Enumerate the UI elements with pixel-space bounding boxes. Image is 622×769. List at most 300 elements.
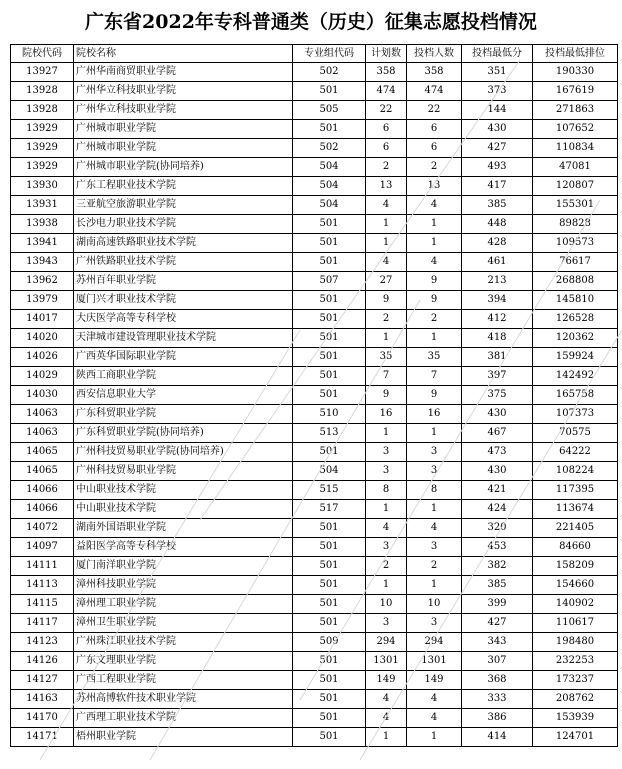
- cell-school-name: 湖南外国语职业学院: [74, 519, 293, 538]
- cell-admitted-count: 3: [407, 462, 462, 481]
- cell-school-code: 14123: [11, 633, 74, 652]
- cell-group-code: 501: [293, 329, 366, 348]
- cell-plan-count: 9: [366, 291, 407, 310]
- cell-min-score: 430: [462, 462, 533, 481]
- cell-group-code: 501: [293, 120, 366, 139]
- cell-group-code: 501: [293, 310, 366, 329]
- cell-group-code: 501: [293, 215, 366, 234]
- cell-plan-count: 2: [366, 158, 407, 177]
- table-row: [11, 101, 618, 120]
- cell-school-name: 广州华立科技职业学院: [74, 101, 293, 120]
- table-row: [11, 709, 618, 728]
- cell-school-name: 西安信息职业大学: [74, 386, 293, 405]
- cell-admitted-count: 1: [407, 576, 462, 595]
- cell-school-code: 13927: [11, 63, 74, 82]
- header-school-name: 院校名称: [74, 45, 293, 63]
- table-row: [11, 139, 618, 158]
- cell-plan-count: 10: [366, 595, 407, 614]
- cell-admitted-count: 3: [407, 538, 462, 557]
- cell-admitted-count: 3: [407, 443, 462, 462]
- cell-school-name: 天津城市建设管理职业技术学院: [74, 329, 293, 348]
- cell-school-name: 广西理工职业技术学院: [74, 709, 293, 728]
- cell-school-code: 14115: [11, 595, 74, 614]
- cell-min-score: 213: [462, 272, 533, 291]
- cell-group-code: 501: [293, 728, 366, 747]
- cell-plan-count: 35: [366, 348, 407, 367]
- cell-admitted-count: 8: [407, 481, 462, 500]
- cell-school-name: 广州城市职业学院: [74, 139, 293, 158]
- cell-school-name: 广州城市职业学院: [74, 120, 293, 139]
- table-row: [11, 329, 618, 348]
- cell-min-score: 320: [462, 519, 533, 538]
- cell-min-rank: 107373: [533, 405, 618, 424]
- table-row: [11, 234, 618, 253]
- cell-plan-count: 1: [366, 424, 407, 443]
- cell-min-rank: 70575: [533, 424, 618, 443]
- cell-min-rank: 142492: [533, 367, 618, 386]
- cell-min-score: 375: [462, 386, 533, 405]
- cell-school-code: 14030: [11, 386, 74, 405]
- cell-admitted-count: 10: [407, 595, 462, 614]
- table-row: [11, 462, 618, 481]
- cell-admitted-count: 9: [407, 386, 462, 405]
- table-row: [11, 348, 618, 367]
- cell-plan-count: 6: [366, 139, 407, 158]
- cell-min-rank: 153939: [533, 709, 618, 728]
- cell-min-score: 461: [462, 253, 533, 272]
- cell-group-code: 501: [293, 538, 366, 557]
- cell-school-name: 广东科贸职业学院(协同培养): [74, 424, 293, 443]
- cell-school-name: 梧州职业学院: [74, 728, 293, 747]
- table-row: [11, 386, 618, 405]
- table-header: [11, 45, 618, 63]
- admission-table: [10, 44, 618, 747]
- cell-min-score: 399: [462, 595, 533, 614]
- cell-min-score: 385: [462, 576, 533, 595]
- cell-plan-count: 22: [366, 101, 407, 120]
- cell-admitted-count: 4: [407, 690, 462, 709]
- cell-school-code: 14026: [11, 348, 74, 367]
- table-row: [11, 443, 618, 462]
- cell-min-rank: 108224: [533, 462, 618, 481]
- cell-school-code: 13929: [11, 139, 74, 158]
- cell-plan-count: 3: [366, 462, 407, 481]
- table-row: [11, 291, 618, 310]
- cell-min-score: 417: [462, 177, 533, 196]
- table-body: [11, 63, 618, 747]
- cell-plan-count: 1301: [366, 652, 407, 671]
- cell-min-rank: 145810: [533, 291, 618, 310]
- cell-admitted-count: 1: [407, 234, 462, 253]
- cell-min-score: 421: [462, 481, 533, 500]
- cell-plan-count: 3: [366, 443, 407, 462]
- table-row: [11, 671, 618, 690]
- cell-school-code: 14017: [11, 310, 74, 329]
- cell-school-code: 13930: [11, 177, 74, 196]
- table-row: [11, 595, 618, 614]
- cell-min-rank: 208762: [533, 690, 618, 709]
- cell-school-name: 广州科技贸易职业学院(协同培养): [74, 443, 293, 462]
- cell-school-code: 14072: [11, 519, 74, 538]
- cell-school-code: 14066: [11, 500, 74, 519]
- cell-min-rank: 109573: [533, 234, 618, 253]
- cell-min-score: 343: [462, 633, 533, 652]
- table-row: [11, 728, 618, 747]
- cell-min-score: 382: [462, 557, 533, 576]
- cell-min-score: 418: [462, 329, 533, 348]
- cell-min-rank: 232253: [533, 652, 618, 671]
- cell-school-name: 漳州卫生职业学院: [74, 614, 293, 633]
- cell-school-code: 13929: [11, 158, 74, 177]
- cell-min-score: 144: [462, 101, 533, 120]
- cell-min-score: 333: [462, 690, 533, 709]
- cell-school-code: 14170: [11, 709, 74, 728]
- cell-school-code: 13943: [11, 253, 74, 272]
- cell-school-name: 苏州百年职业学院: [74, 272, 293, 291]
- cell-plan-count: 1: [366, 576, 407, 595]
- cell-plan-count: 4: [366, 519, 407, 538]
- table-row: [11, 652, 618, 671]
- cell-school-code: 14097: [11, 538, 74, 557]
- cell-admitted-count: 4: [407, 196, 462, 215]
- cell-school-name: 湖南高速铁路职业技术学院: [74, 234, 293, 253]
- cell-plan-count: 2: [366, 557, 407, 576]
- table-row: [11, 405, 618, 424]
- cell-group-code: 501: [293, 253, 366, 272]
- cell-admitted-count: 1: [407, 424, 462, 443]
- cell-min-score: 473: [462, 443, 533, 462]
- cell-group-code: 501: [293, 234, 366, 253]
- header-group-code: 专业组代码: [293, 45, 366, 63]
- cell-min-score: 368: [462, 671, 533, 690]
- cell-school-code: 13928: [11, 101, 74, 120]
- cell-group-code: 501: [293, 595, 366, 614]
- cell-min-rank: 190330: [533, 63, 618, 82]
- cell-school-code: 14111: [11, 557, 74, 576]
- cell-min-rank: 107652: [533, 120, 618, 139]
- cell-min-score: 412: [462, 310, 533, 329]
- table-row: [11, 63, 618, 82]
- table-row: [11, 253, 618, 272]
- cell-admitted-count: 149: [407, 671, 462, 690]
- table-row: [11, 177, 618, 196]
- cell-plan-count: 4: [366, 196, 407, 215]
- cell-group-code: 504: [293, 196, 366, 215]
- header-row: [11, 45, 618, 63]
- table-row: [11, 82, 618, 101]
- cell-min-score: 385: [462, 196, 533, 215]
- cell-school-name: 三亚航空旅游职业学院: [74, 196, 293, 215]
- cell-plan-count: 1: [366, 234, 407, 253]
- header-min-rank: 投档最低排位: [533, 45, 618, 63]
- cell-min-rank: 268808: [533, 272, 618, 291]
- cell-group-code: 501: [293, 519, 366, 538]
- table-row: [11, 614, 618, 633]
- cell-min-rank: 124701: [533, 728, 618, 747]
- cell-min-rank: 167619: [533, 82, 618, 101]
- cell-school-name: 漳州科技职业学院: [74, 576, 293, 595]
- table-row: [11, 557, 618, 576]
- cell-plan-count: 13: [366, 177, 407, 196]
- cell-min-rank: 64222: [533, 443, 618, 462]
- cell-school-code: 14065: [11, 462, 74, 481]
- cell-min-score: 427: [462, 139, 533, 158]
- cell-group-code: 505: [293, 101, 366, 120]
- cell-school-code: 14117: [11, 614, 74, 633]
- cell-min-rank: 198480: [533, 633, 618, 652]
- cell-group-code: 501: [293, 652, 366, 671]
- cell-group-code: 502: [293, 63, 366, 82]
- cell-school-name: 广西工程职业学院: [74, 671, 293, 690]
- cell-group-code: 501: [293, 557, 366, 576]
- cell-school-name: 广东科贸职业学院: [74, 405, 293, 424]
- cell-min-rank: 154660: [533, 576, 618, 595]
- cell-school-name: 广州华南商贸职业学院: [74, 63, 293, 82]
- cell-min-rank: 271863: [533, 101, 618, 120]
- cell-min-rank: 165758: [533, 386, 618, 405]
- cell-admitted-count: 1301: [407, 652, 462, 671]
- cell-min-rank: 140902: [533, 595, 618, 614]
- cell-admitted-count: 2: [407, 557, 462, 576]
- cell-school-name: 苏州高博软件技术职业学院: [74, 690, 293, 709]
- table-row: [11, 310, 618, 329]
- cell-min-rank: 120807: [533, 177, 618, 196]
- cell-admitted-count: 22: [407, 101, 462, 120]
- cell-school-name: 广东工程职业技术学院: [74, 177, 293, 196]
- cell-admitted-count: 4: [407, 253, 462, 272]
- cell-min-rank: 173237: [533, 671, 618, 690]
- cell-plan-count: 149: [366, 671, 407, 690]
- cell-school-code: 13931: [11, 196, 74, 215]
- cell-plan-count: 1: [366, 329, 407, 348]
- cell-group-code: 504: [293, 158, 366, 177]
- cell-plan-count: 1: [366, 500, 407, 519]
- cell-min-rank: 47081: [533, 158, 618, 177]
- cell-admitted-count: 16: [407, 405, 462, 424]
- table-row: [11, 500, 618, 519]
- document-title: 广东省2022年专科普通类（历史）征集志愿投档情况: [85, 11, 537, 33]
- cell-admitted-count: 2: [407, 310, 462, 329]
- cell-school-code: 13928: [11, 82, 74, 101]
- cell-min-score: 453: [462, 538, 533, 557]
- cell-group-code: 501: [293, 348, 366, 367]
- cell-min-rank: 89828: [533, 215, 618, 234]
- cell-plan-count: 4: [366, 690, 407, 709]
- cell-school-code: 14020: [11, 329, 74, 348]
- cell-school-code: 13929: [11, 120, 74, 139]
- cell-min-score: 424: [462, 500, 533, 519]
- cell-school-name: 长沙电力职业技术学院: [74, 215, 293, 234]
- cell-group-code: 501: [293, 367, 366, 386]
- cell-school-code: 14063: [11, 424, 74, 443]
- cell-school-name: 广州城市职业学院(协同培养): [74, 158, 293, 177]
- cell-admitted-count: 1: [407, 728, 462, 747]
- cell-school-code: 13938: [11, 215, 74, 234]
- cell-school-code: 14029: [11, 367, 74, 386]
- header-min-score: 投档最低分: [462, 45, 533, 63]
- cell-min-score: 394: [462, 291, 533, 310]
- cell-school-code: 14063: [11, 405, 74, 424]
- table-row: [11, 158, 618, 177]
- table-row: [11, 196, 618, 215]
- cell-min-rank: 158209: [533, 557, 618, 576]
- cell-group-code: 507: [293, 272, 366, 291]
- cell-school-code: 13979: [11, 291, 74, 310]
- cell-school-code: 14065: [11, 443, 74, 462]
- cell-admitted-count: 4: [407, 519, 462, 538]
- cell-admitted-count: 1: [407, 329, 462, 348]
- cell-school-name: 广州铁路职业技术学院: [74, 253, 293, 272]
- cell-admitted-count: 6: [407, 139, 462, 158]
- cell-school-name: 广东文理职业学院: [74, 652, 293, 671]
- cell-min-score: 307: [462, 652, 533, 671]
- cell-admitted-count: 474: [407, 82, 462, 101]
- cell-school-name: 中山职业技术学院: [74, 481, 293, 500]
- cell-min-rank: 113674: [533, 500, 618, 519]
- cell-min-score: 430: [462, 405, 533, 424]
- cell-group-code: 501: [293, 671, 366, 690]
- cell-min-rank: 84660: [533, 538, 618, 557]
- cell-school-name: 广州科技贸易职业学院: [74, 462, 293, 481]
- cell-plan-count: 27: [366, 272, 407, 291]
- cell-min-score: 381: [462, 348, 533, 367]
- header-school-code: 院校代码: [11, 45, 74, 63]
- cell-plan-count: 4: [366, 253, 407, 272]
- cell-plan-count: 358: [366, 63, 407, 82]
- cell-group-code: 513: [293, 424, 366, 443]
- cell-school-name: 广州珠江职业技术学院: [74, 633, 293, 652]
- cell-admitted-count: 4: [407, 709, 462, 728]
- cell-min-rank: 126528: [533, 310, 618, 329]
- cell-min-score: 386: [462, 709, 533, 728]
- cell-plan-count: 3: [366, 538, 407, 557]
- cell-school-code: 14126: [11, 652, 74, 671]
- cell-plan-count: 7: [366, 367, 407, 386]
- table-row: [11, 690, 618, 709]
- cell-min-score: 351: [462, 63, 533, 82]
- cell-school-code: 14113: [11, 576, 74, 595]
- cell-school-code: 13941: [11, 234, 74, 253]
- cell-group-code: 504: [293, 177, 366, 196]
- cell-group-code: 502: [293, 139, 366, 158]
- table-row: [11, 538, 618, 557]
- cell-min-rank: 117395: [533, 481, 618, 500]
- cell-plan-count: 1: [366, 728, 407, 747]
- cell-group-code: 501: [293, 690, 366, 709]
- cell-school-name: 益阳医学高等专科学校: [74, 538, 293, 557]
- cell-admitted-count: 35: [407, 348, 462, 367]
- cell-school-name: 漳州理工职业学院: [74, 595, 293, 614]
- header-admitted-count: 投档人数: [407, 45, 462, 63]
- cell-group-code: 501: [293, 614, 366, 633]
- cell-plan-count: 2: [366, 310, 407, 329]
- table-row: [11, 576, 618, 595]
- cell-min-score: 467: [462, 424, 533, 443]
- cell-admitted-count: 1: [407, 215, 462, 234]
- cell-school-code: 14171: [11, 728, 74, 747]
- cell-min-score: 414: [462, 728, 533, 747]
- cell-plan-count: 474: [366, 82, 407, 101]
- table-row: [11, 424, 618, 443]
- cell-min-score: 397: [462, 367, 533, 386]
- cell-plan-count: 1: [366, 215, 407, 234]
- cell-admitted-count: 1: [407, 500, 462, 519]
- cell-min-rank: 159924: [533, 348, 618, 367]
- cell-min-score: 373: [462, 82, 533, 101]
- cell-admitted-count: 294: [407, 633, 462, 652]
- cell-school-name: 厦门兴才职业技术学院: [74, 291, 293, 310]
- cell-school-code: 13962: [11, 272, 74, 291]
- cell-min-score: 430: [462, 120, 533, 139]
- cell-min-rank: 221405: [533, 519, 618, 538]
- cell-group-code: 501: [293, 443, 366, 462]
- table-row: [11, 633, 618, 652]
- cell-school-name: 厦门南洋职业学院: [74, 557, 293, 576]
- cell-plan-count: 4: [366, 709, 407, 728]
- cell-admitted-count: 9: [407, 272, 462, 291]
- cell-group-code: 504: [293, 462, 366, 481]
- cell-school-code: 14127: [11, 671, 74, 690]
- header-plan-count: 计划数: [366, 45, 407, 63]
- cell-group-code: 501: [293, 576, 366, 595]
- cell-min-rank: 120362: [533, 329, 618, 348]
- cell-school-name: 广州华立科技职业学院: [74, 82, 293, 101]
- cell-admitted-count: 9: [407, 291, 462, 310]
- cell-group-code: 510: [293, 405, 366, 424]
- cell-admitted-count: 2: [407, 158, 462, 177]
- cell-min-score: 427: [462, 614, 533, 633]
- cell-admitted-count: 358: [407, 63, 462, 82]
- cell-school-name: 广西英华国际职业学院: [74, 348, 293, 367]
- cell-school-name: 陕西工商职业学院: [74, 367, 293, 386]
- cell-group-code: 501: [293, 709, 366, 728]
- table-row: [11, 519, 618, 538]
- cell-school-code: 14163: [11, 690, 74, 709]
- cell-min-rank: 76617: [533, 253, 618, 272]
- table-row: [11, 120, 618, 139]
- cell-group-code: 501: [293, 291, 366, 310]
- cell-group-code: 509: [293, 633, 366, 652]
- cell-plan-count: 9: [366, 386, 407, 405]
- cell-min-rank: 110834: [533, 139, 618, 158]
- cell-min-score: 448: [462, 215, 533, 234]
- cell-group-code: 515: [293, 481, 366, 500]
- table-row: [11, 215, 618, 234]
- table-row: [11, 481, 618, 500]
- cell-plan-count: 294: [366, 633, 407, 652]
- cell-plan-count: 8: [366, 481, 407, 500]
- cell-admitted-count: 3: [407, 614, 462, 633]
- cell-admitted-count: 13: [407, 177, 462, 196]
- cell-admitted-count: 7: [407, 367, 462, 386]
- cell-plan-count: 3: [366, 614, 407, 633]
- cell-plan-count: 16: [366, 405, 407, 424]
- cell-group-code: 517: [293, 500, 366, 519]
- cell-min-rank: 155301: [533, 196, 618, 215]
- cell-group-code: 501: [293, 82, 366, 101]
- table-row: [11, 272, 618, 291]
- cell-plan-count: 6: [366, 120, 407, 139]
- cell-school-name: 中山职业技术学院: [74, 500, 293, 519]
- cell-min-score: 493: [462, 158, 533, 177]
- cell-min-score: 428: [462, 234, 533, 253]
- cell-school-code: 14066: [11, 481, 74, 500]
- cell-min-rank: 110617: [533, 614, 618, 633]
- cell-school-name: 大庆医学高等专科学校: [74, 310, 293, 329]
- table-row: [11, 367, 618, 386]
- cell-group-code: 501: [293, 386, 366, 405]
- cell-admitted-count: 6: [407, 120, 462, 139]
